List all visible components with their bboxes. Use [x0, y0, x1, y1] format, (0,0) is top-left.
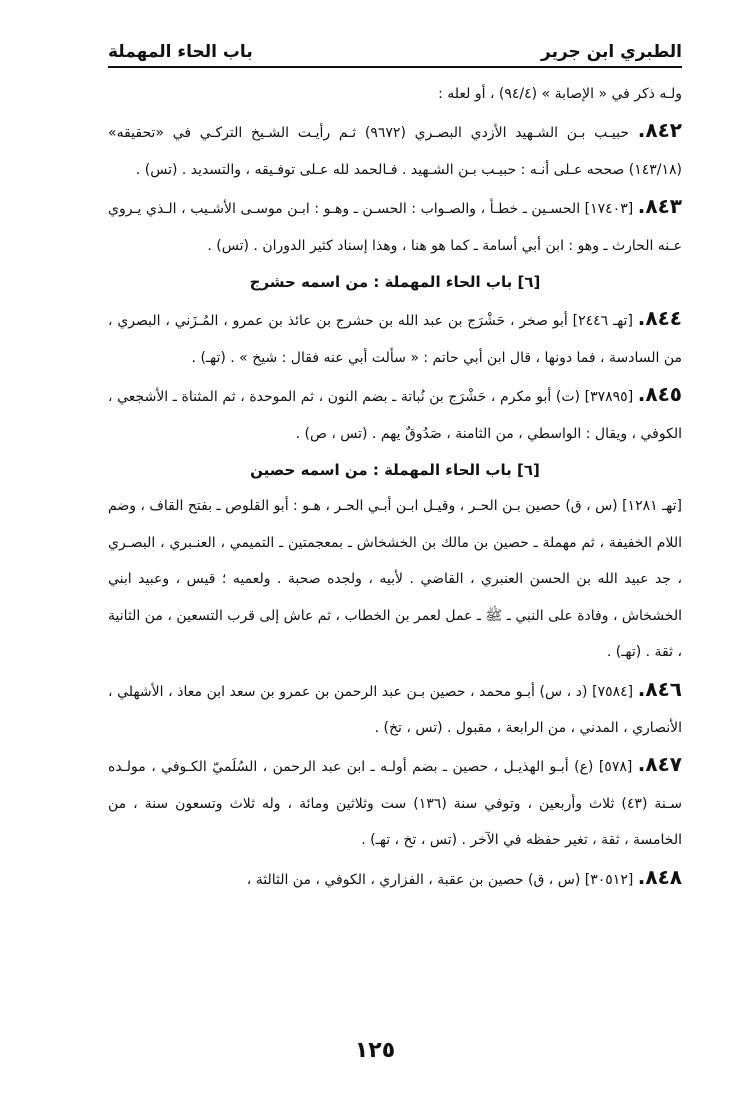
entry-text: [١٧٤٠٣] الحسـين ـ خطـأ ، والصـواب : الحسـن ـ وهـو : ابـن موسـى الأشـيب ، الـذي يـروي عـنه الحارث ـ وهو : ابن أبي أسامة ـ كما هو هنا ، وهذا إسناد كثير الدوران . (تس) . — [108, 201, 682, 254]
entry-text: [تهـ ٢٤٤٦] أبو صخر ، حَشْرَج بن عبد الله بن حشرج بن عائذ بن عمرو ، المُـزَني ، البصري ، من السادسة ، فما دونها ، قال ابن أبي حاتم : « سألت أبي عنه فقال : شيخ » . (تهـ) . — [108, 313, 682, 366]
entry-842 — [108, 112, 682, 188]
entry-text: حبيـب بـن الشـهيد الأزدي البصـري (٩٦٧٢) ثـم رأيـت الشـيخ التركـي في «تحقيقه» (١٤٣/١٨) صححه عـلى أنـه : حبيـب بـن الشـهيد . فـالحمد لله عـلى توفـيقه ، والتسديد . (تس) . — [108, 125, 682, 178]
entry-846 — [108, 671, 682, 747]
entry-text: [٥٧٨] (ع) أبـو الهذيـل ، حصين ـ بضم أولـه ـ ابن عبد الرحمن ، السُلَميّ الكـوفي ، مولـده سـنة (٤٣) ثلاث وأربعين ، وتوفي سنة (١٣٦) ست وثلاثين ومائة ، وله ثلاث وتسعون سنة ، من الخامسة ، ثقة ، تغير حفظه في الآخر . (تس ، تخ ، تهـ) . — [108, 759, 682, 849]
entry-number: ٨٤٣. — [637, 194, 682, 219]
header-chapter-title: باب الحاء المهملة — [108, 42, 253, 62]
entry-unnumbered — [108, 488, 682, 670]
section-heading-hashraj: [٦] باب الحاء المهملة : من اسمه حشرج — [249, 273, 541, 292]
entry-845 — [108, 376, 682, 452]
entry-number: ٨٤٢. — [637, 118, 683, 143]
running-header — [108, 34, 682, 62]
page-number: ١٢٥ — [354, 1038, 396, 1063]
header-book-title: الطبري ابن جرير — [541, 42, 682, 62]
entry-number: ٨٤٥. — [637, 382, 682, 407]
entry-text: [٣٠٥١٢] (س ، ق) حصين بن عقبة ، الفزاري ، الكوفي ، من الثالثة ، — [246, 871, 634, 888]
entry-number: ٨٤٤. — [637, 306, 682, 331]
page-body — [108, 76, 682, 898]
entry-number: ٨٤٨. — [637, 864, 682, 889]
entry-text: [تهـ ١٢٨١] (س ، ق) حصين بـن الحـر ، وقيـل ابـن أبـي الحـر ، هـو : أبو القلوص ـ بفتح القاف ، وضم اللام الخفيفة ، ثم مهملة ـ حصين بن مالك بن الخشخاش ـ بمعجمتين ـ التميمي ، العنـبري ، البصـري ، جد عبيد الله بن الحسن العنبري ، القاضي . لأبيه ، ولجده صحبة . ولعميه ؛ قيس ، وعبيد ابني الخشخاش ، وفادة على النبي ـ ﷺ ـ عمل لعمر بن الخطاب ، ثم عاش إلى قرب التسعين ، من الثانية ، ثقة . (تهـ) . — [108, 498, 682, 661]
entry-continuation — [108, 76, 682, 112]
header-rule — [108, 66, 682, 68]
entry-843 — [108, 188, 682, 264]
entry-text: [٧٥٨٤] (د ، س) أبـو محمد ، حصين بـن عبد الرحمن بن عمرو بن سعد ابن معاذ ، الأشهلي ، الأنصاري ، المدني ، من الرابعة ، مقبول . (تس ، تخ) . — [108, 683, 682, 736]
entry-number: ٨٤٦. — [637, 676, 682, 701]
entry-number: ٨٤٧. — [637, 752, 683, 777]
entry-848 — [108, 859, 682, 898]
section-heading-husayn: [٦] باب الحاء المهملة : من اسمه حصين — [250, 461, 540, 480]
entry-text: ولـه ذكر في « الإصابة » (٩٤/٤) ، أو لعله : — [438, 86, 682, 102]
entry-844 — [108, 300, 682, 376]
entry-847 — [108, 746, 682, 858]
entry-text: [٣٧٨٩٥] (ت) أبو مكرم ، حَشْرَج بن نُباتة ـ بضم النون ، ثم الموحدة ، ثم المثناة ـ الأشجعي ، الكوفي ، ويقال : الواسطي ، من الثامنة ، صَدُوقٌ يهم . (تس ، ص) . — [108, 389, 682, 442]
